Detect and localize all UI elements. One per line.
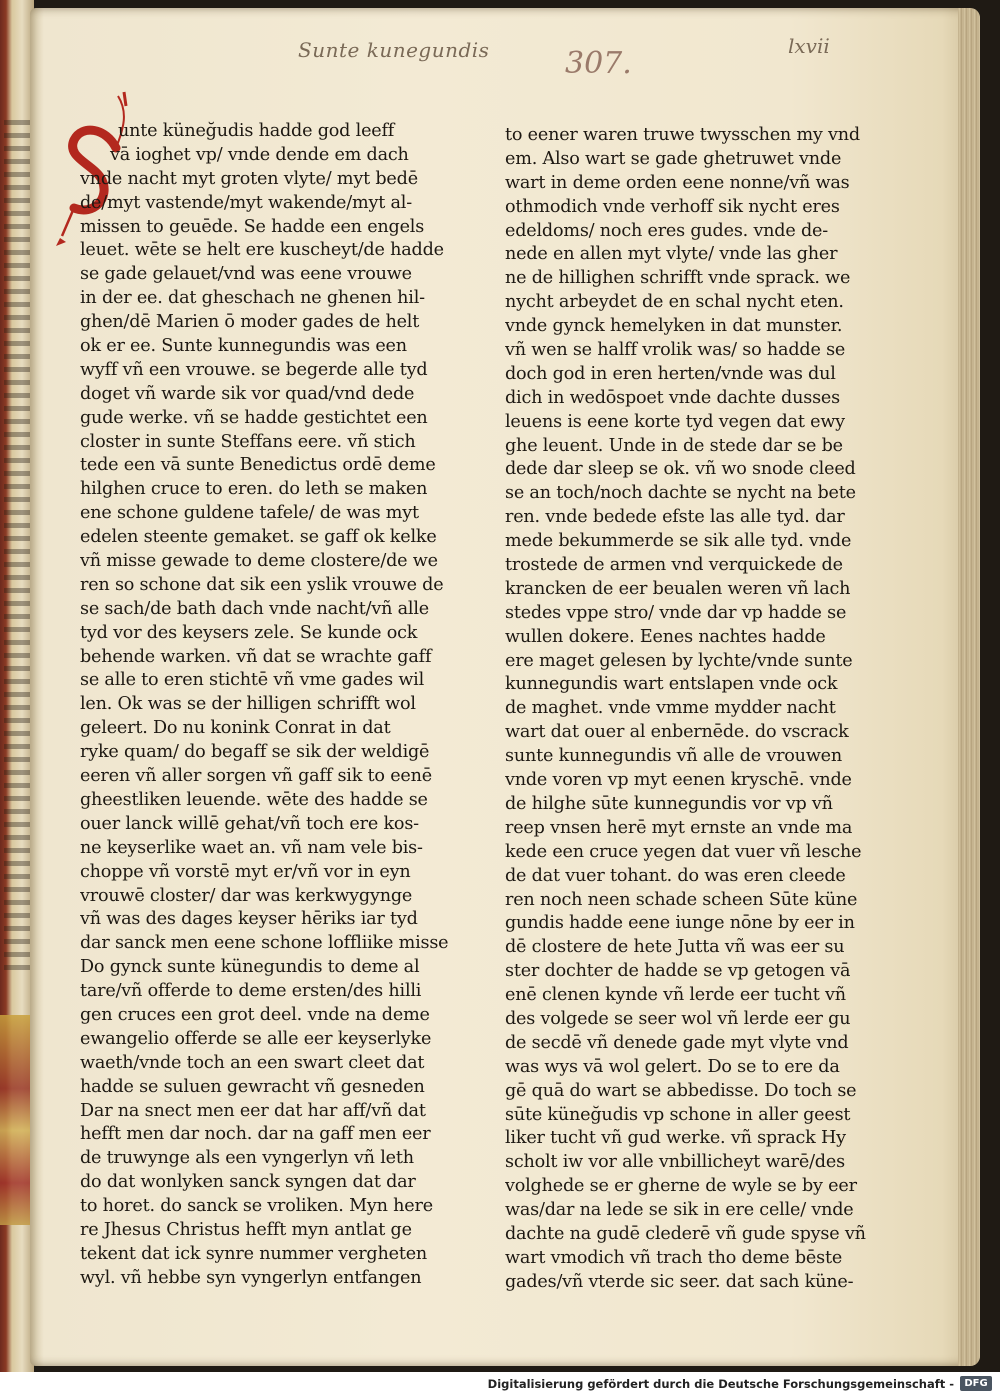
footer-bar: [0, 1372, 1000, 1396]
text-line: was wys vā wol gelert. Do se to ere da: [505, 1056, 840, 1077]
facing-page-edge: [0, 0, 34, 1372]
text-line: gude werke. vñ se hadde gestichtet een: [80, 407, 428, 428]
text-line: dede dar sleep se ok. vñ wo snode cleed: [505, 459, 856, 480]
text-line: hadde se suluen gewracht vñ gesneden: [80, 1076, 425, 1097]
text-line: nede en allen myt vlyte/ vnde las gher: [505, 244, 838, 265]
folio-number: 307.: [565, 46, 632, 81]
text-line: vnde gynck hemelyken in dat munster.: [505, 316, 843, 337]
text-line: missen to geuēde. Se hadde een engels: [80, 216, 425, 237]
text-line: dich in wedōspoet vnde dachte dusses: [505, 387, 840, 408]
funding-credit: Digitalisierung gefördert durch die Deutsche Forschungsgemeinschaft -: [487, 1377, 954, 1391]
text-line: volghede se er gherne de wyle se by eer: [505, 1176, 857, 1197]
text-line: len. Ok was se der hilligen schrifft wol: [80, 694, 416, 715]
text-line: doget vñ warde sik vor quad/vnd dede: [80, 383, 415, 404]
text-line: ne keyserlike waet an. vñ nam vele bis-: [80, 837, 423, 858]
text-line: se alle to eren stichtē vñ vme gades wil: [80, 670, 425, 691]
text-line: vñ was des dages keyser hēriks iar tyd: [80, 909, 418, 930]
text-line: dar sanck men eene schone loffliike misse: [80, 933, 449, 954]
text-line: doch god in eren herten/vnde was dul: [505, 363, 836, 384]
text-line: reep vnsen herē myt ernste an vnde ma: [505, 817, 853, 838]
text-line: liker tucht vñ gud werke. vñ sprack Hy: [505, 1128, 846, 1149]
text-line: de hilghe sūte kunnegundis vor vp vñ: [505, 793, 833, 814]
text-column-left: [80, 120, 450, 1291]
text-line: stedes vppe stro/ vnde dar vp hadde se: [505, 602, 847, 623]
text-line: gades/vñ vterde sic seer. dat sach küne-: [505, 1271, 854, 1292]
text-line: wyff vñ een vrouwe. se begerde alle tyd: [80, 359, 428, 380]
text-line: re Jhesus Christus hefft myn antlat ge: [80, 1219, 412, 1240]
text-line: sūte küneğudis vp schone in aller geest: [505, 1104, 851, 1125]
text-line: wart dat ouer al enbernēde. do vscrack: [505, 722, 849, 743]
text-line: leuens is eene korte tyd vegen dat ewy: [505, 411, 845, 432]
text-line: ren. vnde bedede efste las alle tyd. dar: [505, 507, 845, 528]
text-line: des volgede se seer wol vñ lerde eer gu: [505, 1008, 851, 1029]
text-line: vā ioghet vp/ vnde dende em dach: [110, 144, 409, 165]
text-line: unte küneğudis hadde god leeff: [118, 121, 395, 141]
facing-page-text: [4, 120, 30, 970]
text-line: vnde nacht myt groten vlyte/ myt bedē: [80, 168, 418, 189]
text-line: ryke quam/ do begaff se sik der weldigē: [80, 742, 430, 763]
text-line: to eener waren truwe twysschen my vnd: [505, 125, 860, 145]
text-line: edeldoms/ noch eres gudes. vnde de-: [505, 220, 828, 241]
text-line: gen cruces een grot deel. vnde na deme: [80, 1004, 430, 1025]
text-line: dachte na gudē clederē vñ gude spyse vñ: [505, 1223, 866, 1244]
text-line: ok er ee. Sunte kunnegundis was een: [80, 336, 407, 357]
facing-page-illumination: [0, 1015, 30, 1225]
text-line: dē clostere de hete Jutta vñ was eer su: [505, 937, 845, 958]
text-line: se gade gelauet/vnd was eene vrouwe: [80, 264, 412, 285]
text-line: ewangelio offerde se alle eer keyserlyke: [80, 1028, 432, 1049]
text-line: ouer lanck willē gehat/vñ toch ere kos-: [80, 813, 419, 834]
text-line: gundis hadde eene iunge nōne by eer in: [505, 913, 855, 934]
text-line: do dat wonlyken sanck syngen dat dar: [80, 1172, 416, 1193]
text-line: leuet. wēte se helt ere kuscheyt/de hadde: [80, 240, 444, 261]
text-line: Do gynck sunte künegundis to deme al: [80, 957, 420, 978]
text-line: ren noch neen schade scheen Sūte küne: [505, 889, 858, 910]
text-line: to horet. do sanck se vroliken. Myn here: [80, 1196, 433, 1217]
text-line: tede een vā sunte Benedictus ordē deme: [80, 455, 436, 476]
marginal-note-left: Sunte kunegundis: [298, 38, 490, 62]
text-line: ren so schone dat sik een yslik vrouwe de: [80, 574, 444, 595]
text-line: closter in sunte Steffans eere. vñ stich: [80, 431, 416, 452]
text-line: vnde voren vp myt eenen kryschē. vnde: [505, 770, 852, 791]
text-line: se an toch/noch dachte se nycht na bete: [505, 483, 856, 504]
text-line: se sach/de bath dach vnde nacht/vñ alle: [80, 598, 429, 619]
text-line: in der ee. dat gheschach ne ghenen hil-: [80, 288, 425, 309]
text-line: ghe leuent. Unde in de stede dar se be: [505, 435, 843, 456]
text-line: vrouwē closter/ dar was kerkwygynge: [80, 885, 413, 906]
text-line: geleert. Do nu konink Conrat in dat: [80, 718, 391, 739]
text-line: hefft men dar noch. dar na gaff men eer: [80, 1124, 431, 1145]
text-line: wart vmodich vñ trach tho deme bēste: [505, 1247, 843, 1268]
text-line: nycht arbeydet de en schal nycht eten.: [505, 292, 844, 313]
text-line: Dar na snect men eer dat har aff/vñ dat: [80, 1100, 426, 1121]
text-line: ster dochter de hadde se vp getogen vā: [505, 961, 851, 982]
text-line: tekent dat ick synre nummer vergheten: [80, 1243, 428, 1264]
text-line: wart in deme orden eene nonne/vñ was: [505, 172, 850, 193]
text-line: behende warken. vñ dat se wrachte gaff: [80, 646, 432, 667]
marginal-note-right: lxvii: [788, 34, 830, 58]
text-line: othmodich vnde verhoff sik nycht eres: [505, 196, 840, 217]
text-line: mede bekummerde se sik alle tyd. vnde: [505, 531, 852, 552]
text-line: de truwynge als een vyngerlyn vñ leth: [80, 1148, 414, 1169]
text-line: gheestliken leuende. wēte des hadde se: [80, 789, 428, 810]
text-line: waeth/vnde toch an een swart cleet dat: [80, 1052, 425, 1073]
text-line: ne de hillighen schrifft vnde sprack. we: [505, 268, 851, 289]
text-line: de/myt vastende/myt wakende/myt al-: [80, 192, 412, 213]
text-line: vñ wen se halff vrolik was/ so hadde se: [505, 340, 846, 361]
text-line: scholt iw vor alle vnbillicheyt warē/des: [505, 1152, 845, 1173]
text-line: hilghen cruce to eren. do leth se maken: [80, 479, 428, 500]
text-line: edelen steente gemaket. se gaff ok kelke: [80, 527, 437, 548]
text-line: wullen dokere. Eenes nachtes hadde: [505, 626, 826, 647]
text-line: de dat vuer tohant. do was eren cleede: [505, 865, 846, 886]
text-line: enē clenen kynde vñ lerde eer tucht vñ: [505, 985, 846, 1006]
page-fore-edge: [958, 8, 980, 1366]
text-line: was/dar na lede se sik in ere celle/ vnde: [505, 1200, 854, 1221]
text-line: sunte kunnegundis vñ alle de vrouwen: [505, 746, 843, 767]
text-line: trostede de armen vnd verquickede de: [505, 555, 843, 576]
text-line: ghen/dē Marien ō moder gades de helt: [80, 312, 420, 333]
text-line: vñ misse gewade to deme clostere/de we: [80, 551, 438, 572]
text-line: kunnegundis wart entslapen vnde ock: [505, 674, 838, 695]
text-line: kede een cruce yegen dat vuer vñ lesche: [505, 841, 862, 862]
text-line: tare/vñ offerde to deme ersten/des hilli: [80, 981, 422, 1002]
text-line: eeren vñ aller sorgen vñ gaff sik to eenē: [80, 766, 432, 787]
text-line: de secdē vñ denede gade myt vlyte vnd: [505, 1032, 849, 1053]
text-line: em. Also wart se gade ghetruwet vnde: [505, 148, 842, 169]
text-line: gē quā do wart se abbedisse. Do toch se: [505, 1080, 857, 1101]
text-line: krancken de eer beualen weren vñ lach: [505, 578, 851, 599]
text-line: de maghet. vnde vmme mydder nacht: [505, 698, 836, 719]
text-line: wyl. vñ hebbe syn vyngerlyn entfangen: [80, 1267, 422, 1288]
dfg-logo: DFG: [960, 1376, 992, 1391]
text-column-right: [505, 124, 875, 1295]
text-line: ere maget gelesen by lychte/vnde sunte: [505, 650, 853, 671]
text-line: ene schone guldene tafele/ de was myt: [80, 503, 419, 524]
text-line: tyd vor des keysers zele. Se kunde ock: [80, 622, 418, 643]
text-line: choppe vñ vorstē myt er/vñ vor in eyn: [80, 861, 411, 882]
